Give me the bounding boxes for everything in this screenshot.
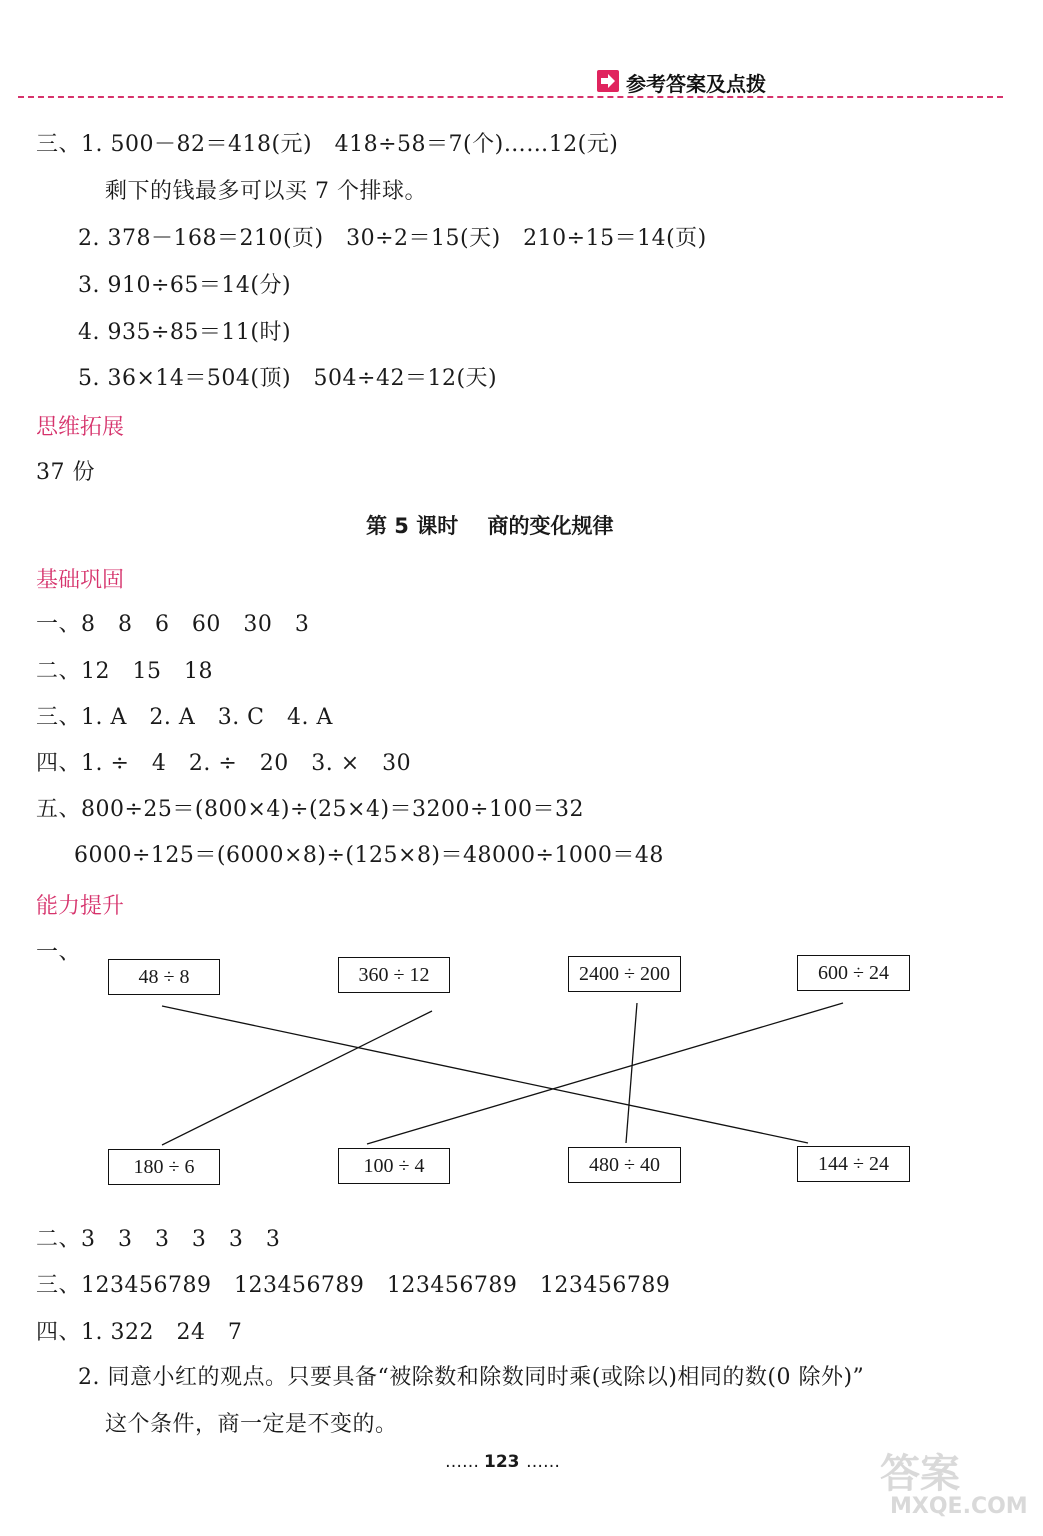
- expression-box: 2400 ÷ 200: [568, 956, 681, 992]
- answer-line: 4. 935÷85＝11(时): [78, 320, 292, 345]
- answer-line: 这个条件，商一定是不变的。: [105, 1412, 398, 1437]
- footer-dots-left: ……: [445, 1452, 479, 1472]
- answer-line: 二、12 15 18: [36, 659, 213, 684]
- page-number: 123: [484, 1452, 520, 1472]
- expression-box: 100 ÷ 4: [338, 1148, 450, 1184]
- match-line: [162, 1006, 808, 1143]
- answer-line: 二、3 3 3 3 3 3: [36, 1227, 281, 1252]
- answer-line: 2. 378－168＝210(页) 30÷2＝15(天) 210÷15＝14(页): [78, 226, 707, 251]
- answer-line: 37 份: [36, 460, 95, 485]
- answer-line: 三、1. A 2. A 3. C 4. A: [36, 705, 333, 730]
- expression-box: 180 ÷ 6: [108, 1149, 220, 1185]
- section-heading-nengli: 能力提升: [36, 894, 125, 919]
- watermark-url: MXQE.COM: [890, 1494, 1028, 1519]
- answer-line: 3. 910÷65＝14(分): [78, 273, 292, 298]
- answer-line: 四、1. ÷ 4 2. ÷ 20 3. × 30: [36, 751, 412, 776]
- answer-line: 一、8 8 6 60 30 3: [36, 612, 310, 637]
- answer-line: 6000÷125＝(6000×8)÷(125×8)＝48000÷1000＝48: [74, 843, 664, 868]
- lesson-title: 第 5 课时 商的变化规律: [366, 514, 614, 538]
- answer-line: 四、1. 322 24 7: [36, 1320, 243, 1345]
- expression-box: 48 ÷ 8: [108, 959, 220, 995]
- answer-line: 2. 同意小红的观点。只要具备“被除数和除数同时乘(或除以)相同的数(0 除外)”: [78, 1365, 865, 1390]
- answer-line: 三、1. 500－82＝418(元) 418÷58＝7(个)……12(元): [36, 132, 619, 157]
- header-title: 参考答案及点拨: [626, 72, 766, 96]
- expression-box: 480 ÷ 40: [568, 1147, 681, 1183]
- expression-box: 144 ÷ 24: [797, 1146, 910, 1182]
- answer-line: 剩下的钱最多可以买 7 个排球。: [105, 179, 427, 204]
- footer-dots-right: ……: [526, 1452, 560, 1472]
- expression-box: 600 ÷ 24: [797, 955, 910, 991]
- watermark-logo: 答案: [880, 1451, 960, 1497]
- answer-line: 5. 36×14＝504(顶) 504÷42＝12(天): [78, 366, 498, 391]
- expression-box: 360 ÷ 12: [338, 957, 450, 993]
- section-heading-siwei: 思维拓展: [36, 415, 125, 440]
- match-line: [162, 1011, 432, 1145]
- match-line: [367, 1003, 843, 1144]
- section-heading-jichu: 基础巩固: [36, 568, 125, 593]
- question-label: 一、: [36, 940, 82, 965]
- answer-line: 五、800÷25＝(800×4)÷(25×4)＝3200÷100＝32: [36, 797, 584, 822]
- answer-line: 三、123456789 123456789 123456789 123456789: [36, 1273, 671, 1298]
- match-line: [626, 1003, 637, 1143]
